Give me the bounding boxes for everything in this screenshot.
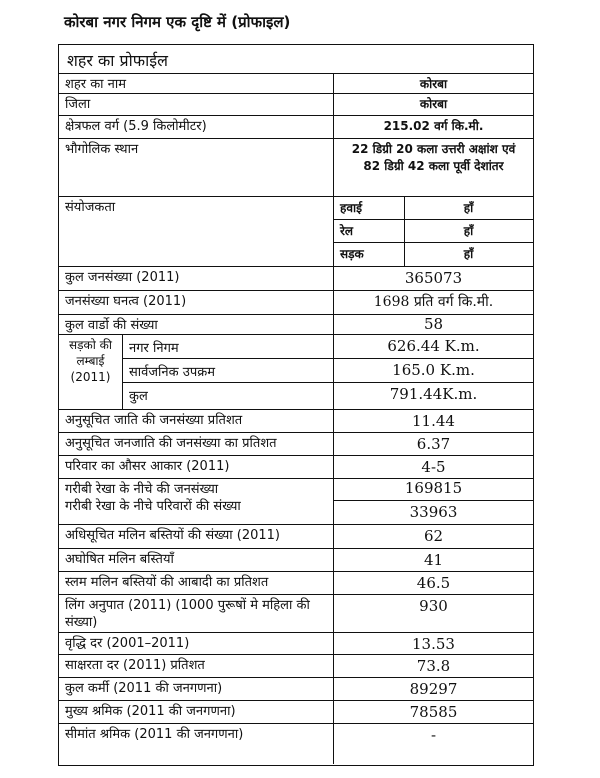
table-row: [59, 701, 533, 724]
row-label: अनुसूचित जाति की जनसंख्या प्रतिशत: [65, 413, 243, 428]
row-value: 58: [423, 315, 444, 333]
row-label: कुल जनसंख्या (2011): [65, 270, 180, 285]
road-type: सार्वजनिक उपक्रम: [129, 365, 215, 380]
table-row: [59, 315, 533, 335]
table-row: [59, 94, 533, 116]
row-label: कुल कर्मी (2011 की जनगणना): [65, 681, 223, 696]
connectivity-value: हाँ: [463, 247, 474, 261]
table-row: [59, 139, 533, 197]
row-value: 11.44: [412, 412, 455, 430]
row-label: परिवार का औसर आकार (2011): [65, 459, 230, 474]
row-label: संयोजकता: [65, 200, 116, 215]
table-header: शहर का प्रोफाईल: [59, 45, 533, 74]
row-label: अधिसूचित मलिन बस्तियों की संख्या (2011): [65, 528, 280, 543]
row-label: शहर का नाम: [65, 77, 127, 92]
poverty-value-population: 169815: [404, 479, 463, 497]
connectivity-item: [334, 220, 533, 243]
connectivity-mode: रेल: [340, 224, 354, 238]
row-label: स्लम मलिन बस्तियों की आबादी का प्रतिशत: [65, 575, 269, 590]
row-label: मुख्य श्रमिक (2011 की जनगणना): [65, 704, 236, 719]
connectivity-row: [59, 197, 533, 267]
connectivity-mode: सड़क: [340, 247, 364, 261]
row-label: वृद्धि दर (2001–2011): [65, 636, 190, 651]
road-length-item: [123, 335, 533, 359]
connectivity-item: [334, 243, 533, 267]
row-label: कुल वार्डो की संख्या: [65, 318, 158, 333]
row-value: 930: [419, 597, 448, 615]
row-value: कोरबा: [419, 97, 448, 111]
table-row: [59, 525, 533, 549]
row-label: अघोषित मलिन बस्तियॉं: [65, 552, 174, 567]
row-label: साक्षरता दर (2011) प्रतिशत: [65, 658, 205, 673]
poverty-label-population: गरीबी रेखा के नीचे की जनसंख्या: [65, 482, 219, 497]
row-label: भौगोलिक स्थान: [65, 142, 139, 157]
table-row: [59, 595, 533, 633]
table-row: [59, 724, 533, 764]
poverty-row: [59, 479, 533, 525]
poverty-label-families: गरीबी रेखा के नीचे परिवारों की संख्या: [65, 499, 241, 514]
row-value: 73.8: [416, 657, 451, 675]
row-value: 13.53: [412, 635, 455, 653]
row-value: 78585: [409, 703, 458, 721]
row-value: -: [430, 726, 437, 744]
profile-table: [58, 44, 534, 766]
row-value: 6.37: [416, 435, 451, 453]
row-value: 41: [423, 551, 444, 569]
poverty-value-families: 33963: [409, 503, 458, 521]
road-type: नगर निगम: [129, 341, 179, 356]
row-value: 46.5: [416, 574, 451, 592]
row-label: क्षेत्रफल वर्ग (5.9 किलोमीटर): [65, 119, 207, 134]
road-length-label: सड़को की लम्बाई (2011): [59, 335, 123, 409]
table-row: [59, 291, 533, 315]
road-length-item: [123, 383, 533, 410]
table-row: [59, 678, 533, 701]
row-value: 215.02 वर्ग कि.मी.: [383, 119, 484, 133]
row-value: 1698 प्रति वर्ग कि.मी.: [373, 294, 494, 310]
table-row: [59, 549, 533, 572]
table-row: [59, 74, 533, 94]
table-row: [59, 410, 533, 433]
page-title: कोरबा नगर निगम एक दृष्टि में (प्रोफाइल): [64, 13, 291, 31]
row-value: 62: [423, 527, 444, 545]
table-row: [59, 433, 533, 456]
row-value: 22 डिग्री 20 कला उत्तरी अक्षांश एवं 82 डिग्री 42 कला पूर्वी देशांतर: [351, 142, 516, 173]
row-label: जनसंख्या घनत्व (2011): [65, 294, 187, 309]
table-row: [59, 655, 533, 678]
table-row: [59, 633, 533, 655]
row-value: कोरबा: [419, 77, 448, 91]
road-value: 165.0 K.m.: [392, 361, 475, 379]
table-row: [59, 456, 533, 479]
road-length-item: [123, 359, 533, 383]
row-label: सीमांत श्रमिक (2011 की जनगणना): [65, 727, 244, 742]
row-value: 4-5: [421, 458, 446, 476]
road-value: 791.44K.m.: [389, 385, 478, 403]
connectivity-value: हाँ: [463, 224, 474, 238]
road-length-row: [59, 335, 533, 410]
table-row: [59, 572, 533, 595]
road-type: कुल: [129, 389, 148, 404]
row-value: 365073: [404, 269, 463, 287]
row-value: 89297: [409, 680, 458, 698]
row-label: जिला: [65, 97, 91, 112]
connectivity-mode: हवाई: [340, 201, 363, 215]
table-row: [59, 116, 533, 139]
row-label: अनुसूचित जनजाति की जनसंख्या का प्रतिशत: [65, 436, 277, 451]
row-label: लिंग अनुपात (2011) (1000 पुरूषों मे महिला की संख्या): [65, 598, 310, 630]
connectivity-item: [334, 197, 533, 220]
table-row: [59, 267, 533, 291]
connectivity-value: हाँ: [463, 201, 474, 215]
road-value: 626.44 K.m.: [387, 337, 480, 355]
